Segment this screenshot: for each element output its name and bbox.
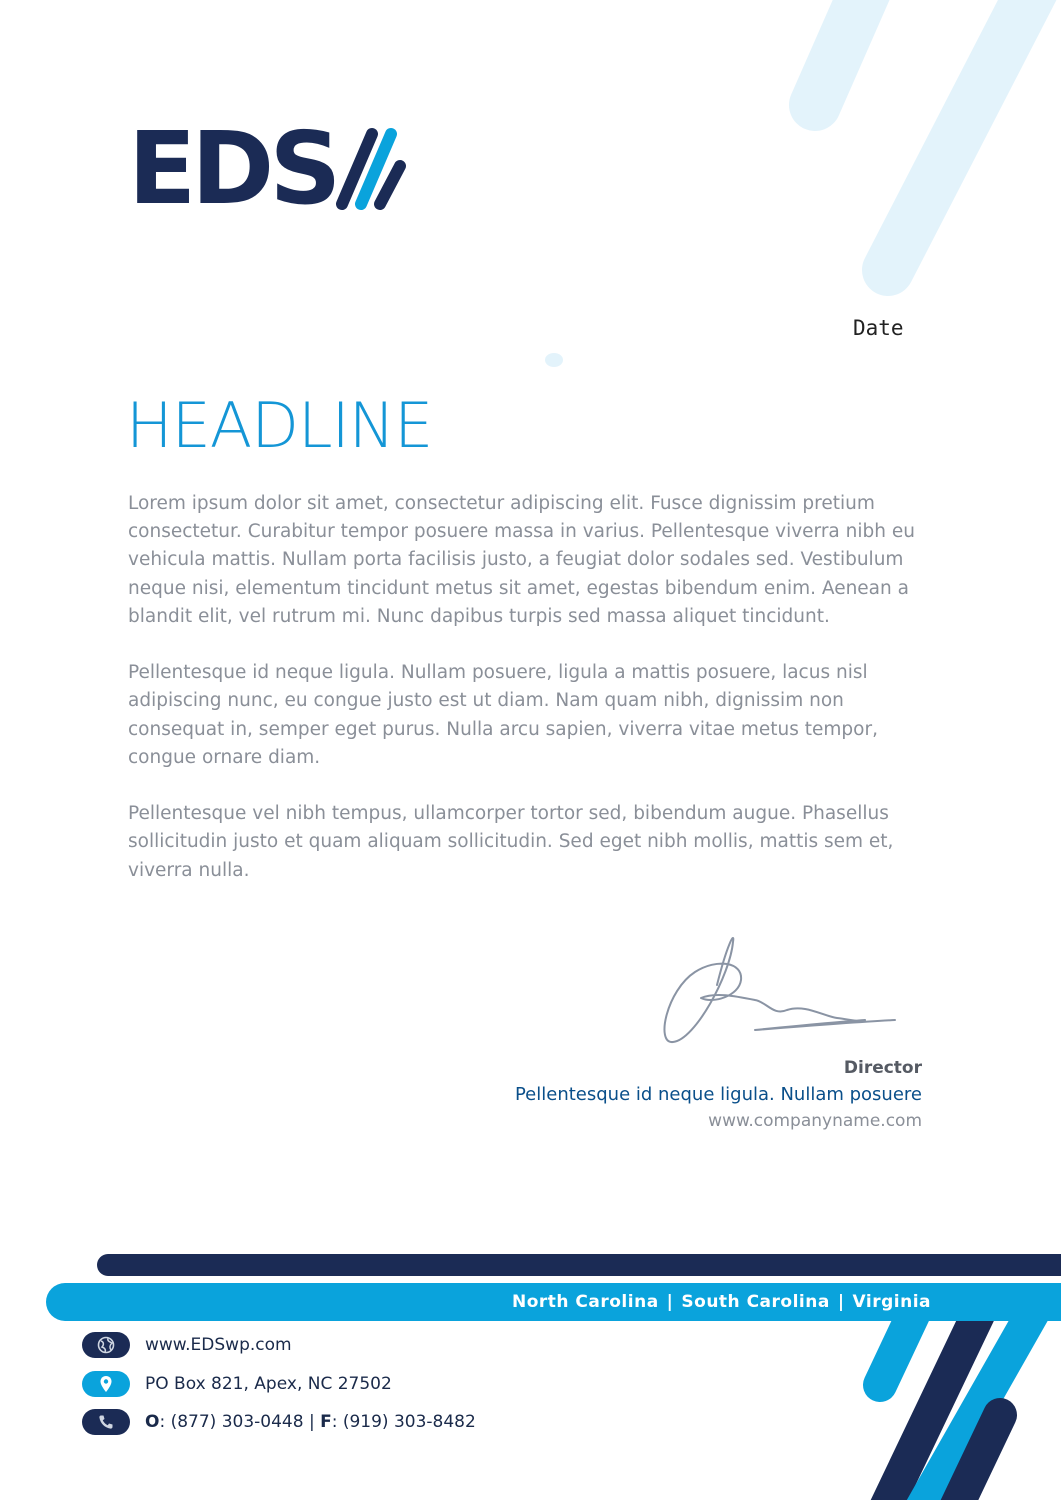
body-paragraph: Pellentesque id neque ligula. Nullam posuere, ligula a mattis posuere, lacus nisl adipiscing nunc, eu congue justo est ut diam. Nam quam nibh, dignissim non consequat in, semper eget purus. Nulla arcu sapien, viverra vitae metus tempor, congue ornare diam.: [128, 662, 878, 768]
regions-line: [512, 1290, 931, 1314]
headline: HEADLINE: [126, 389, 433, 462]
contact-address: [82, 1370, 392, 1398]
contact-phone: [82, 1408, 476, 1436]
date-label: Date: [853, 316, 904, 340]
globe-icon: [82, 1332, 130, 1358]
small-dot: [545, 353, 563, 367]
fax-label: F: [320, 1412, 332, 1432]
letter-body: [128, 490, 943, 913]
contact-website: [82, 1331, 292, 1359]
pale-stripe-long: [888, 0, 1061, 270]
contact-address-text: PO Box 821, Apex, NC 27502: [145, 1374, 392, 1394]
body-paragraph: Pellentesque vel nibh tempus, ullamcorper tortor sed, bibendum augue. Phasellus sollicitudin justo et quam aliquam sollicitudin. Sed eget nibh mollis, mattis sem et, viverra nulla.: [128, 803, 894, 881]
region-item: South Carolina: [681, 1292, 830, 1312]
signer-title: Director: [843, 1058, 922, 1078]
body-paragraph: Lorem ipsum dolor sit amet, consectetur adipiscing elit. Fusce dignissim pretium consectetur. Curabitur tempor posuere massa in varius. Pellentesque viverra nibh eu vehicula mattis. Nullam porta facilisis justo, a feugiat dolor sodales sed. Vestibulum neque nisi, elementum tincidunt metus sit amet, egestas bibendum enim. Aenean a blandit elit, vel rutrum mi. Nunc dapibus turpis sed massa aliquet tincidunt.: [128, 493, 915, 627]
office-label: O: [145, 1412, 160, 1432]
contact-phone-text: [145, 1412, 476, 1432]
region-separator: |: [666, 1292, 674, 1312]
phone-separator: |: [308, 1412, 315, 1432]
pale-stripe-top: [815, 0, 905, 105]
logo-text: EDS: [128, 110, 337, 227]
location-pin-icon: [82, 1371, 130, 1397]
region-item: Virginia: [852, 1292, 931, 1312]
region-item: North Carolina: [511, 1292, 659, 1312]
signer-tagline: Pellentesque id neque ligula. Nullam posuere: [514, 1084, 922, 1105]
logo-slashes: [328, 126, 408, 212]
signature-block: [515, 1055, 922, 1134]
fax-number: : (919) 303-8482: [331, 1412, 476, 1432]
region-separator: |: [837, 1292, 845, 1312]
footer-bar-dark: [97, 1254, 1061, 1276]
contact-website-text: www.EDSwp.com: [145, 1335, 292, 1355]
phone-icon: [82, 1409, 130, 1435]
company-website: www.companyname.com: [708, 1111, 922, 1131]
handwritten-signature: [655, 930, 905, 1055]
office-number: : (877) 303-0448: [159, 1412, 309, 1432]
